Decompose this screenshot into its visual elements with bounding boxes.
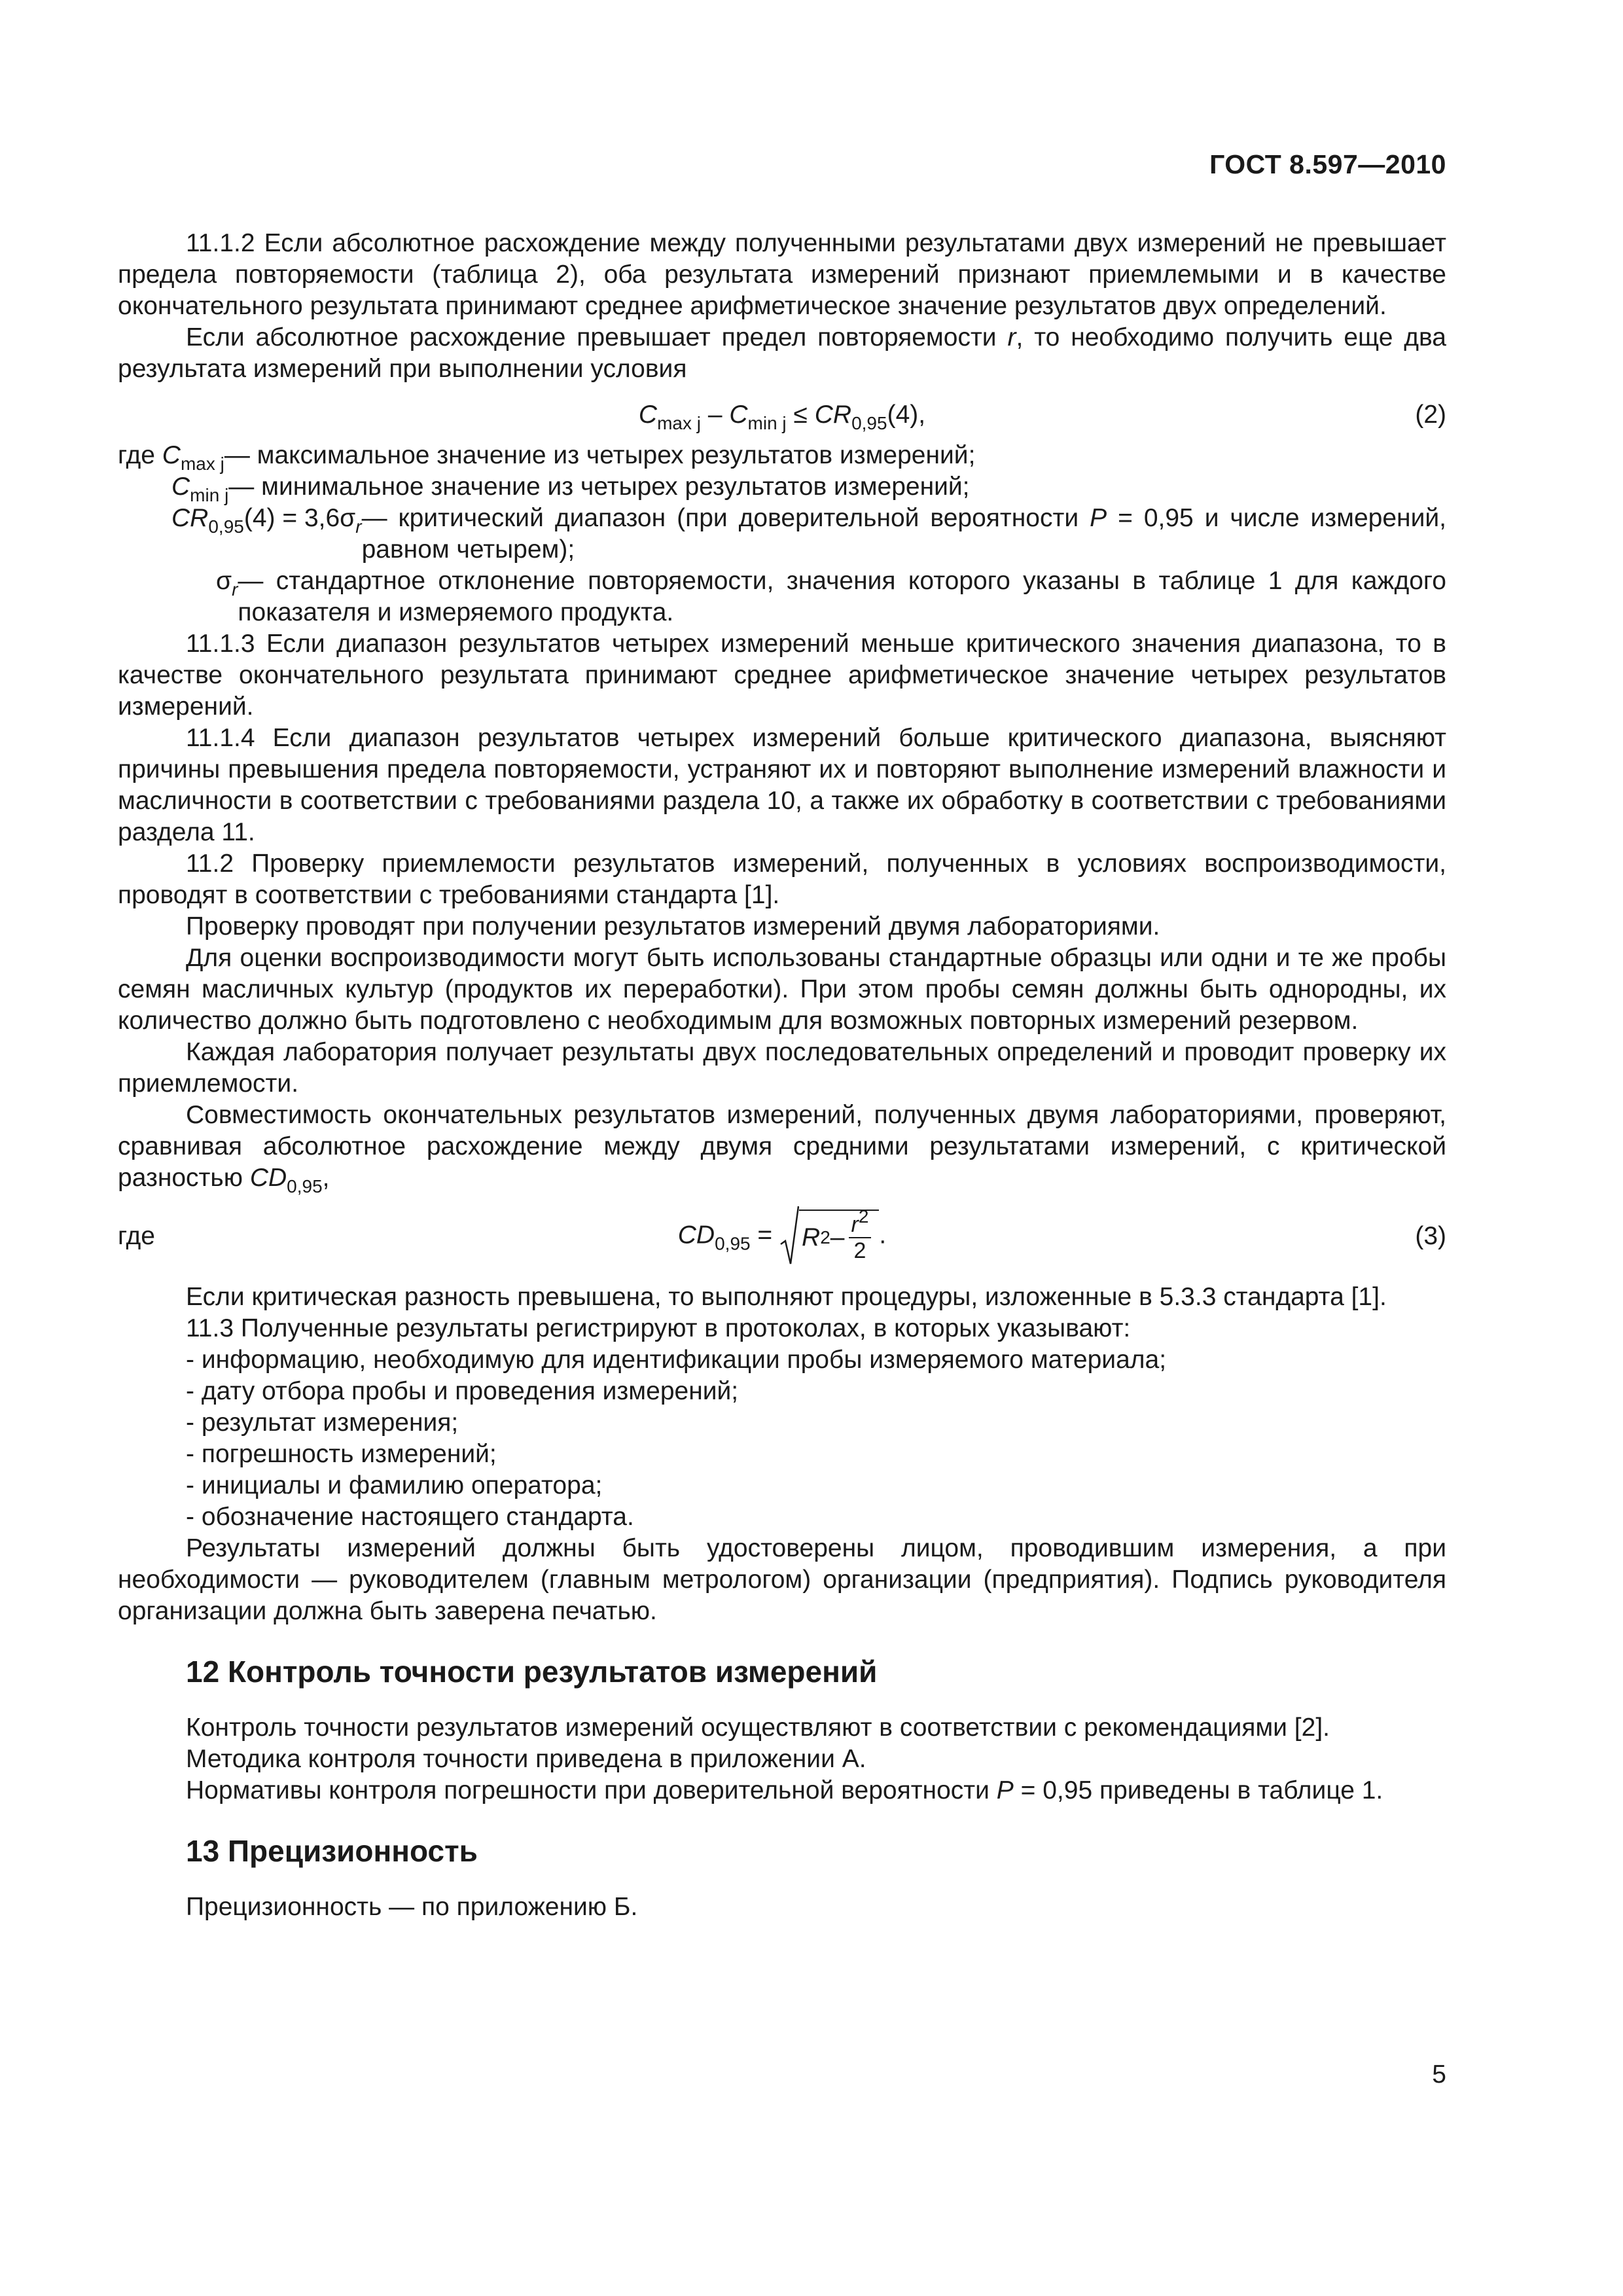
radical-sign-icon bbox=[779, 1205, 799, 1268]
paragraph-repeatability-limit bbox=[118, 322, 1446, 385]
section-13-heading: 13 Прецизионность bbox=[186, 1834, 478, 1868]
sub: max j bbox=[657, 413, 701, 433]
sup: 2 bbox=[858, 1206, 869, 1227]
arg: (4), bbox=[887, 401, 926, 429]
paragraph-11-3: 11.3 Полученные результаты регистрируют в протоколах, в которых указывают: bbox=[186, 1314, 1131, 1342]
text-run: — критический диапазон (при доверительной вероятности bbox=[361, 504, 1090, 532]
paragraph-compatibility bbox=[118, 1100, 1446, 1194]
var-c: C bbox=[162, 441, 181, 469]
equation-2-number: (2) bbox=[1415, 401, 1446, 429]
variable-r: r bbox=[1007, 323, 1016, 351]
section-12-paragraph bbox=[118, 1775, 1446, 1806]
sub: min j bbox=[190, 485, 229, 505]
paragraph-each-lab: Каждая лаборатория получает результаты двух последовательных определений и проводит проверку их приемлемости. bbox=[118, 1038, 1446, 1098]
sub: max j bbox=[180, 454, 224, 474]
equation-2 bbox=[118, 390, 1446, 440]
text-run: , bbox=[322, 1164, 330, 1192]
section-12-paragraph: Методика контроля точности приведена в приложении А. bbox=[186, 1745, 866, 1773]
var-cr: CR bbox=[171, 504, 209, 532]
equation-3-number: (3) bbox=[1415, 1222, 1446, 1250]
list-item: - информацию, необходимую для идентификации пробы измеряемого материала; bbox=[186, 1346, 1167, 1374]
definition-cmax bbox=[118, 440, 1446, 474]
definition-term bbox=[118, 471, 228, 503]
equation-3-where: где bbox=[118, 1222, 155, 1250]
equation-3-formula bbox=[118, 1205, 1446, 1268]
definition-term bbox=[118, 440, 224, 474]
page-number: 5 bbox=[1432, 2060, 1446, 2089]
definition-term bbox=[118, 565, 238, 628]
sub: 0,95 bbox=[208, 516, 244, 537]
where-label: где bbox=[118, 441, 162, 469]
protocol-items-list bbox=[118, 1344, 1446, 1533]
var-c: C bbox=[638, 401, 658, 429]
definition-term bbox=[118, 503, 362, 565]
text-run: Нормативы контроля погрешности при доверительной вероятности bbox=[186, 1776, 997, 1804]
op: ≤ bbox=[786, 401, 815, 429]
fraction-denominator: 2 bbox=[853, 1238, 866, 1263]
text-run: , то необходимо получить еще два результата измерений при выполнении условия bbox=[118, 323, 1446, 383]
var-c: C bbox=[171, 473, 190, 501]
sub: r bbox=[232, 579, 238, 600]
document-body bbox=[118, 228, 1446, 1923]
text-run: = 0,95 и числе измерений, равном четырем); bbox=[361, 504, 1446, 564]
definition-desc: — минимальное значение из четырех результатов измерений; bbox=[228, 473, 970, 501]
list-item: - погрешность измерений; bbox=[186, 1440, 497, 1468]
op: – bbox=[830, 1223, 845, 1251]
var-cr: CR bbox=[814, 401, 852, 429]
equation-3 bbox=[118, 1200, 1446, 1272]
var-c: C bbox=[729, 401, 748, 429]
document-code-header: ГОСТ 8.597—2010 bbox=[1209, 149, 1446, 179]
definition-cmin bbox=[118, 471, 1446, 503]
radicand: R 2 – $\frac{r^2}{2}$ bbox=[799, 1210, 879, 1263]
sub: 0,95 bbox=[715, 1233, 751, 1254]
fraction-numerator bbox=[849, 1206, 872, 1238]
op: – bbox=[700, 401, 730, 429]
sub: min j bbox=[747, 413, 787, 433]
definitions-list bbox=[118, 440, 1446, 628]
paragraph-11-2: 11.2 Проверку приемлемости результатов измерений, полученных в условиях воспроизводимости, проводят в соответствии с требованиями стандарта [1]. bbox=[118, 850, 1446, 909]
square-root bbox=[779, 1205, 879, 1268]
op: . bbox=[879, 1221, 887, 1249]
section-13-paragraph: Прецизионность — по приложению Б. bbox=[186, 1893, 638, 1921]
paragraph-11-1-4: 11.1.4 Если диапазон результатов четырех измерений больше критического диапазона, выясняют причины превышения предела повторяемости, устраняют их и повторяют выполнение измерений влажности и масличности в соответствии с требованиями раздела 10, а также их обработку в соответствии с требованиями раздела 11. bbox=[118, 724, 1446, 846]
section-12-heading: 12 Контроль точности результатов измерений bbox=[186, 1655, 878, 1689]
var-p: P bbox=[996, 1776, 1014, 1804]
paragraph-reproducibility: Для оценки воспроизводимости могут быть использованы стандартные образцы или одни и те же пробы семян масличных культур (продуктов их переработки). При этом пробы семян должны быть однородны, их количество должно быть подготовлено с необходимым для возможных повторных измерений резервом. bbox=[118, 944, 1446, 1035]
op: = bbox=[750, 1221, 780, 1249]
text-run: Если абсолютное расхождение превышает предел повторяемости bbox=[186, 323, 1008, 351]
definition-cr bbox=[118, 503, 1446, 565]
paragraph-certified: Результаты измерений должны быть удостоверены лицом, проводившим измерения, а при необходимости — руководителем (главным метрологом) организации (предприятия). Подпись руководителя организации должна быть заверена печатью. bbox=[118, 1534, 1446, 1625]
paragraph-11-1-2: 11.1.2 Если абсолютное расхождение между полученными результатами двух измерений не превышает предела повторяемости (таблица 2), оба результата измерений признают приемлемыми и в качестве окончательного результата принимают среднее арифметическое значение результатов двух определений. bbox=[118, 229, 1446, 320]
paragraph-exceed: Если критическая разность превышена, то выполняют процедуры, изложенные в 5.3.3 стандарта [1]. bbox=[186, 1283, 1387, 1311]
definition-desc bbox=[362, 503, 1446, 565]
var-p: P bbox=[1090, 504, 1107, 532]
sigma-symbol: σ bbox=[216, 567, 232, 595]
definition-sigma bbox=[118, 565, 1446, 628]
list-item: - результат измерения; bbox=[186, 1408, 459, 1437]
definition-desc: — стандартное отклонение повторяемости, значения которого указаны в таблице 1 для каждого показателя и измеряемого продукта. bbox=[238, 567, 1446, 626]
sub: 0,95 bbox=[287, 1176, 323, 1196]
text-run: Совместимость окончательных результатов измерений, полученных двумя лабораториями, проверяют, сравнивая абсолютное расхождение между двумя средними результатами измерений, с критической разностью bbox=[118, 1101, 1446, 1192]
text-run: = 0,95 приведены в таблице 1. bbox=[1013, 1776, 1383, 1804]
list-item: - дату отбора пробы и проведения измерений; bbox=[186, 1377, 739, 1405]
definition-desc: — максимальное значение из четырех результатов измерений; bbox=[224, 441, 976, 469]
var-r-upper: R bbox=[802, 1223, 821, 1251]
var-r: r bbox=[851, 1212, 859, 1237]
equation-2-formula bbox=[118, 399, 1446, 431]
sub: r bbox=[355, 516, 362, 537]
sub: 0,95 bbox=[851, 413, 887, 433]
fraction bbox=[849, 1206, 872, 1263]
section-12-paragraph: Контроль точности результатов измерений осуществляют в соответствии с рекомендациями [2]. bbox=[186, 1713, 1330, 1742]
paragraph-two-labs: Проверку проводят при получении результатов измерений двумя лабораториями. bbox=[186, 912, 1160, 941]
paragraph-11-1-3: 11.1.3 Если диапазон результатов четырех измерений меньше критического значения диапазона, то в качестве окончательного результата принимают среднее арифметическое значение четырех результатов измерений. bbox=[118, 630, 1446, 721]
text-run: (4) = 3,6σ bbox=[243, 504, 356, 532]
var-cd: CD bbox=[249, 1164, 287, 1192]
list-item: - обозначение настоящего стандарта. bbox=[186, 1503, 634, 1531]
list-item: - инициалы и фамилию оператора; bbox=[186, 1471, 603, 1499]
var-cd: CD bbox=[677, 1221, 715, 1249]
